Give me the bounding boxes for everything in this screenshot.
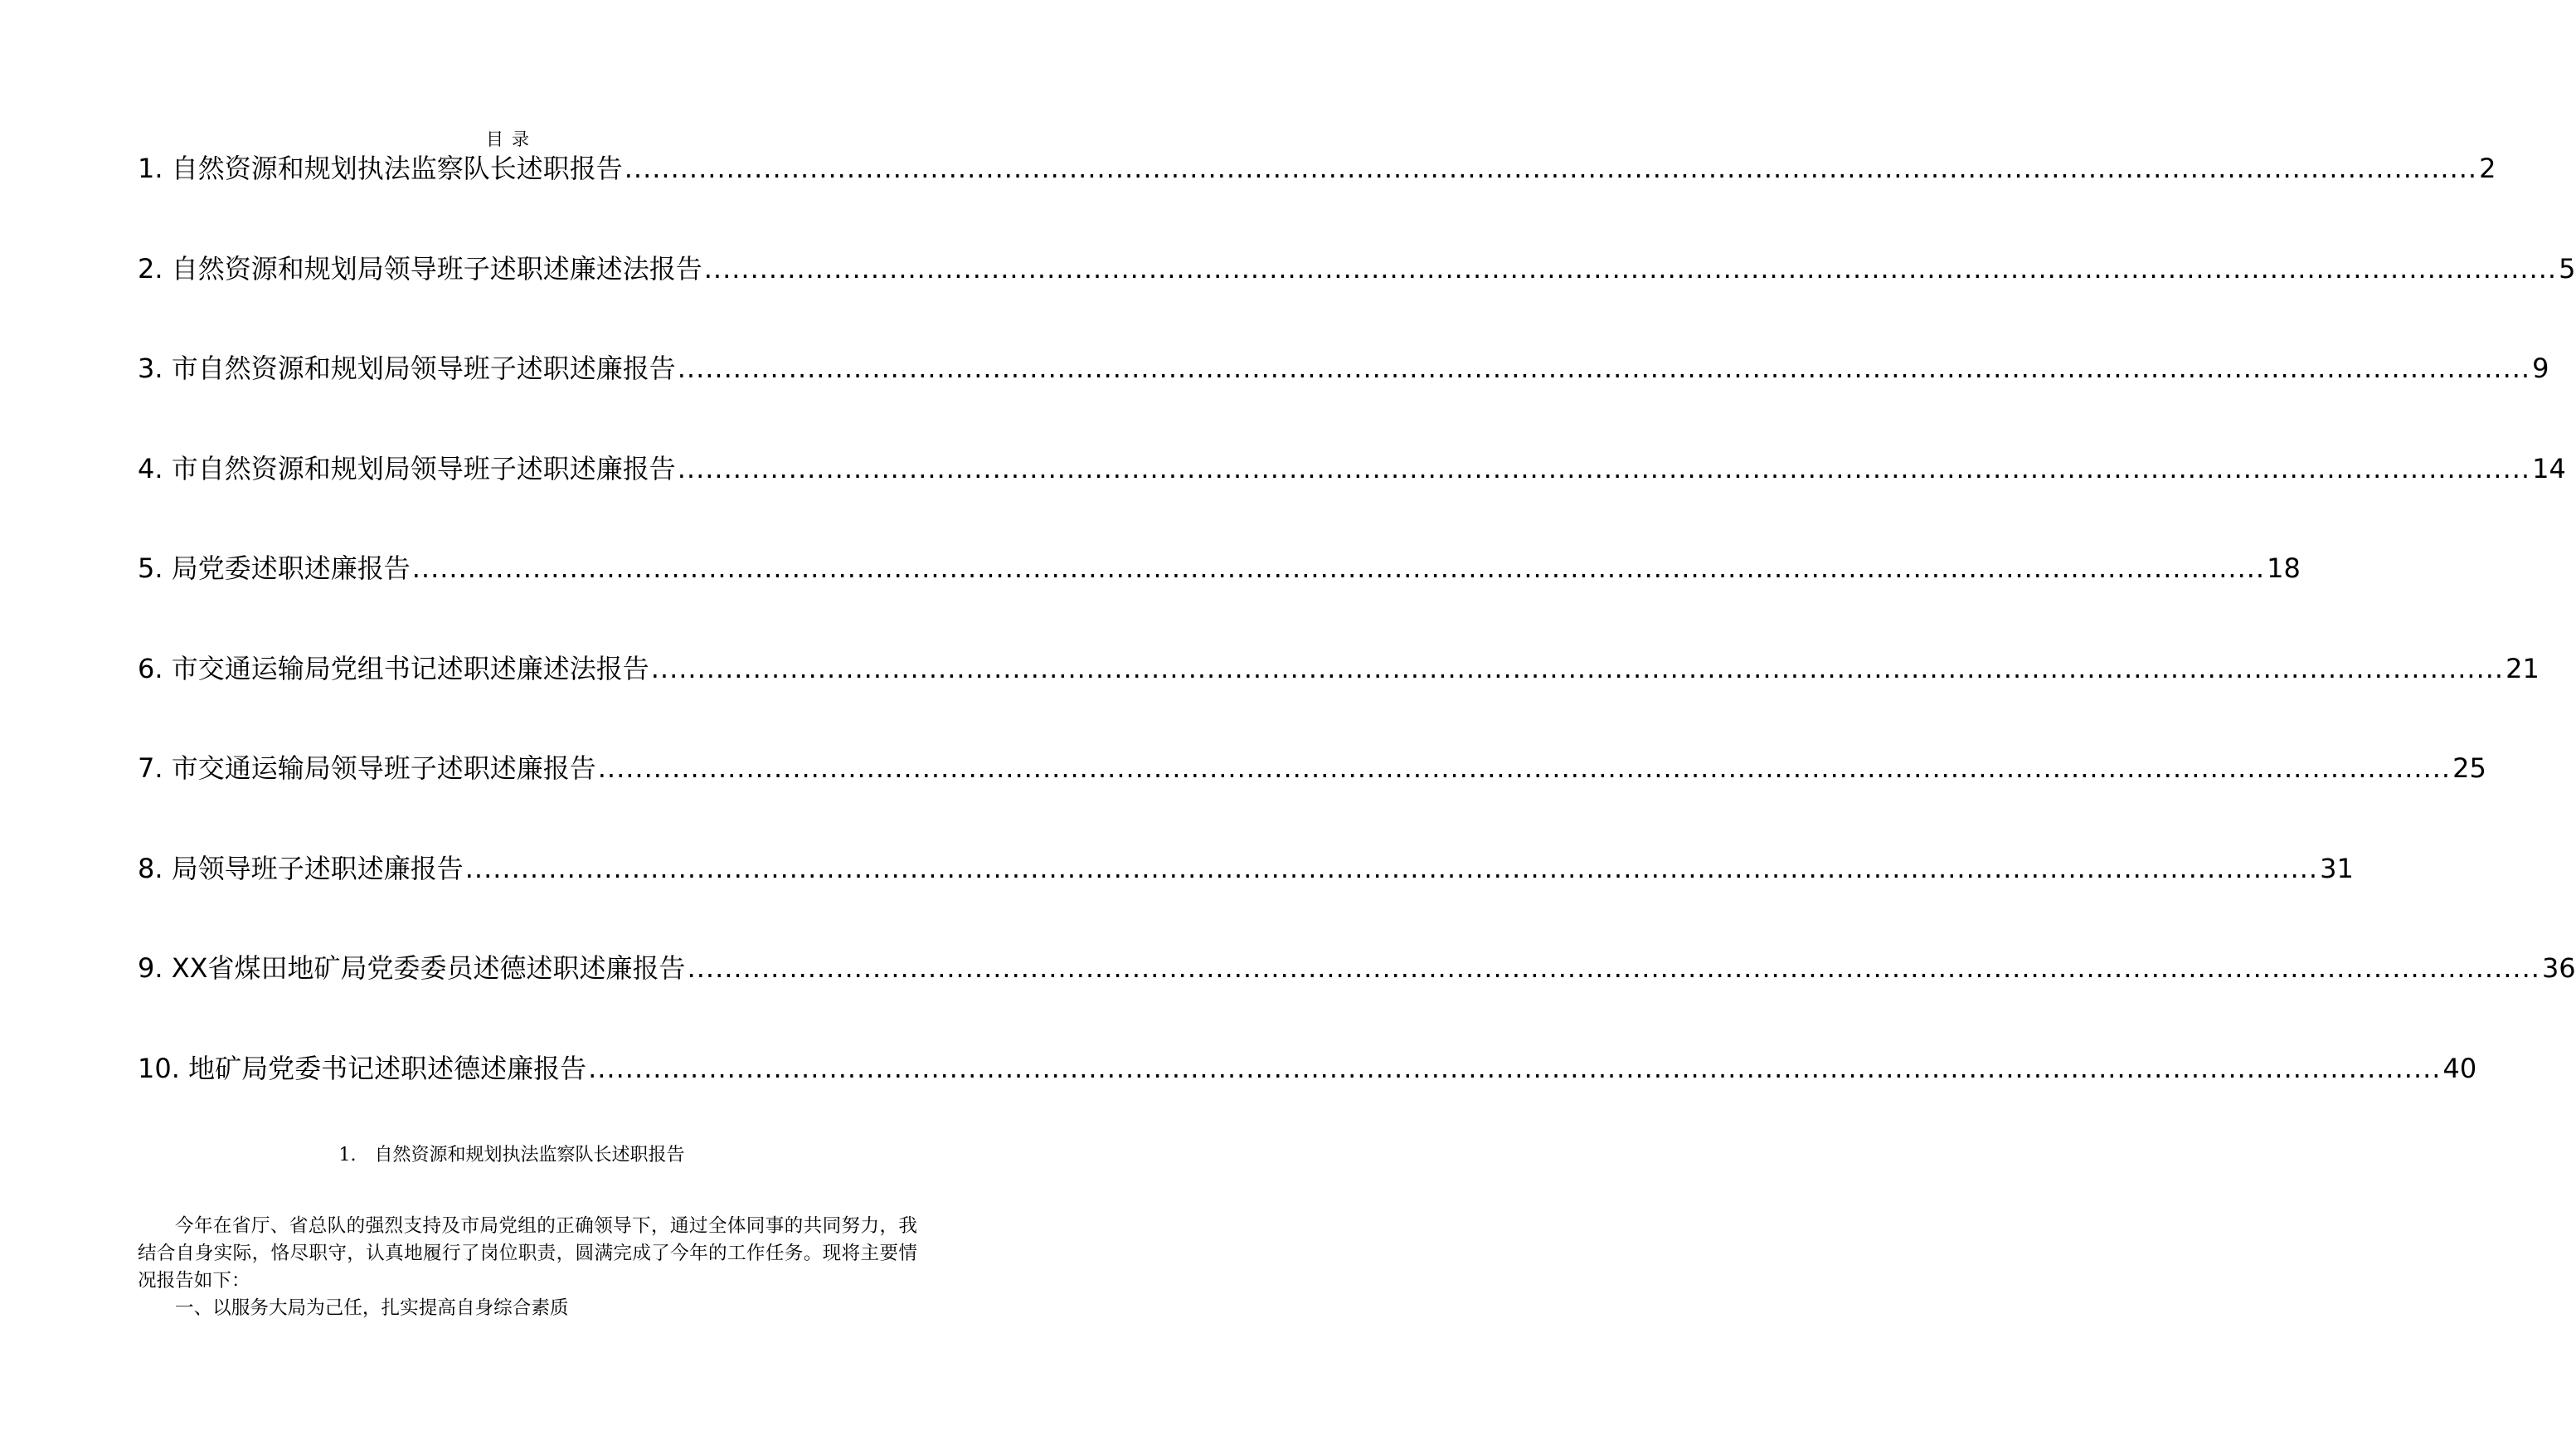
table-of-contents xyxy=(138,149,2576,1149)
toc-leader-dots: ........................................................................................................................................................................................................ xyxy=(588,1052,2442,1084)
toc-page-number: 9 xyxy=(2532,353,2549,384)
toc-entry-3[interactable] xyxy=(138,349,2549,450)
toc-entry-6[interactable] xyxy=(138,650,2540,750)
toc-page-number: 2 xyxy=(2479,153,2496,184)
toc-entry-text: 5. 局党委述职述廉报告 xyxy=(138,552,411,584)
toc-leader-dots: ........................................................................................................................................................................................................ xyxy=(703,252,2558,285)
toc-entry-4[interactable] xyxy=(138,450,2566,550)
toc-page-number: 21 xyxy=(2506,652,2540,684)
toc-title: 目录 xyxy=(486,129,537,149)
toc-entry-10[interactable] xyxy=(138,1049,2477,1150)
toc-entry-text: 2. 自然资源和规划局领导班子述职述廉述法报告 xyxy=(138,252,702,285)
body-subheading: 一、以服务大局为己任，扎实提高自身综合素质 xyxy=(175,1297,569,1319)
toc-entry-9[interactable] xyxy=(138,949,2576,1049)
toc-leader-dots: ........................................................................................................................................................................................................ xyxy=(464,852,2319,884)
report-body xyxy=(138,1213,917,1322)
toc-entry-text: 4. 市自然资源和规划局领导班子述职述廉报告 xyxy=(138,452,676,484)
section-title: 自然资源和规划执法监察队长述职报告 xyxy=(374,1145,685,1165)
toc-entry-7[interactable] xyxy=(138,749,2486,849)
toc-leader-dots: ........................................................................................................................................................................................................ xyxy=(677,452,2531,484)
toc-entry-2[interactable] xyxy=(138,250,2576,350)
toc-page-number: 40 xyxy=(2442,1052,2477,1084)
toc-leader-dots: ........................................................................................................................................................................................................ xyxy=(597,752,2452,784)
section-heading xyxy=(0,1141,1023,1170)
toc-leader-dots: ........................................................................................................................................................................................................ xyxy=(411,552,2266,584)
toc-page-number: 5 xyxy=(2559,252,2576,285)
toc-entry-text: 3. 市自然资源和规划局领导班子述职述廉报告 xyxy=(138,353,676,384)
toc-page-number: 36 xyxy=(2541,952,2576,984)
toc-page-number: 31 xyxy=(2320,852,2354,884)
toc-entry-1[interactable] xyxy=(138,149,2496,250)
toc-entry-text: 10. 地矿局党委书记述职述德述廉报告 xyxy=(138,1052,587,1084)
toc-entry-text: 7. 市交通运输局领导班子述职述廉报告 xyxy=(138,752,596,784)
body-paragraph: 今年在省厅、省总队的强烈支持及市局党组的正确领导下，通过全体同事的共同努力，我结合自身实际，恪尽职守，认真地履行了岗位职责，圆满完成了今年的工作任务。现将主要情况报告如下： xyxy=(138,1215,917,1292)
toc-leader-dots: ........................................................................................................................................................................................................ xyxy=(624,153,2478,184)
toc-leader-dots: ........................................................................................................................................................................................................ xyxy=(677,353,2531,384)
toc-entry-5[interactable] xyxy=(138,549,2301,650)
toc-entry-text: 8. 局领导班子述职述廉报告 xyxy=(138,852,464,884)
toc-entry-text: 1. 自然资源和规划执法监察队长述职报告 xyxy=(138,153,623,184)
toc-entry-8[interactable] xyxy=(138,849,2354,950)
section-number: 1. xyxy=(338,1145,357,1165)
toc-entry-text: 9. XX省煤田地矿局党委委员述德述职述廉报告 xyxy=(138,952,686,984)
toc-entry-text: 6. 市交通运输局党组书记述职述廉述法报告 xyxy=(138,652,649,684)
toc-leader-dots: ........................................................................................................................................................................................................ xyxy=(650,652,2505,684)
toc-page-number: 25 xyxy=(2452,752,2486,784)
toc-page-number: 14 xyxy=(2532,452,2566,484)
toc-page-number: 18 xyxy=(2267,552,2301,584)
toc-leader-dots: ........................................................................................................................................................................................................ xyxy=(687,952,2540,984)
